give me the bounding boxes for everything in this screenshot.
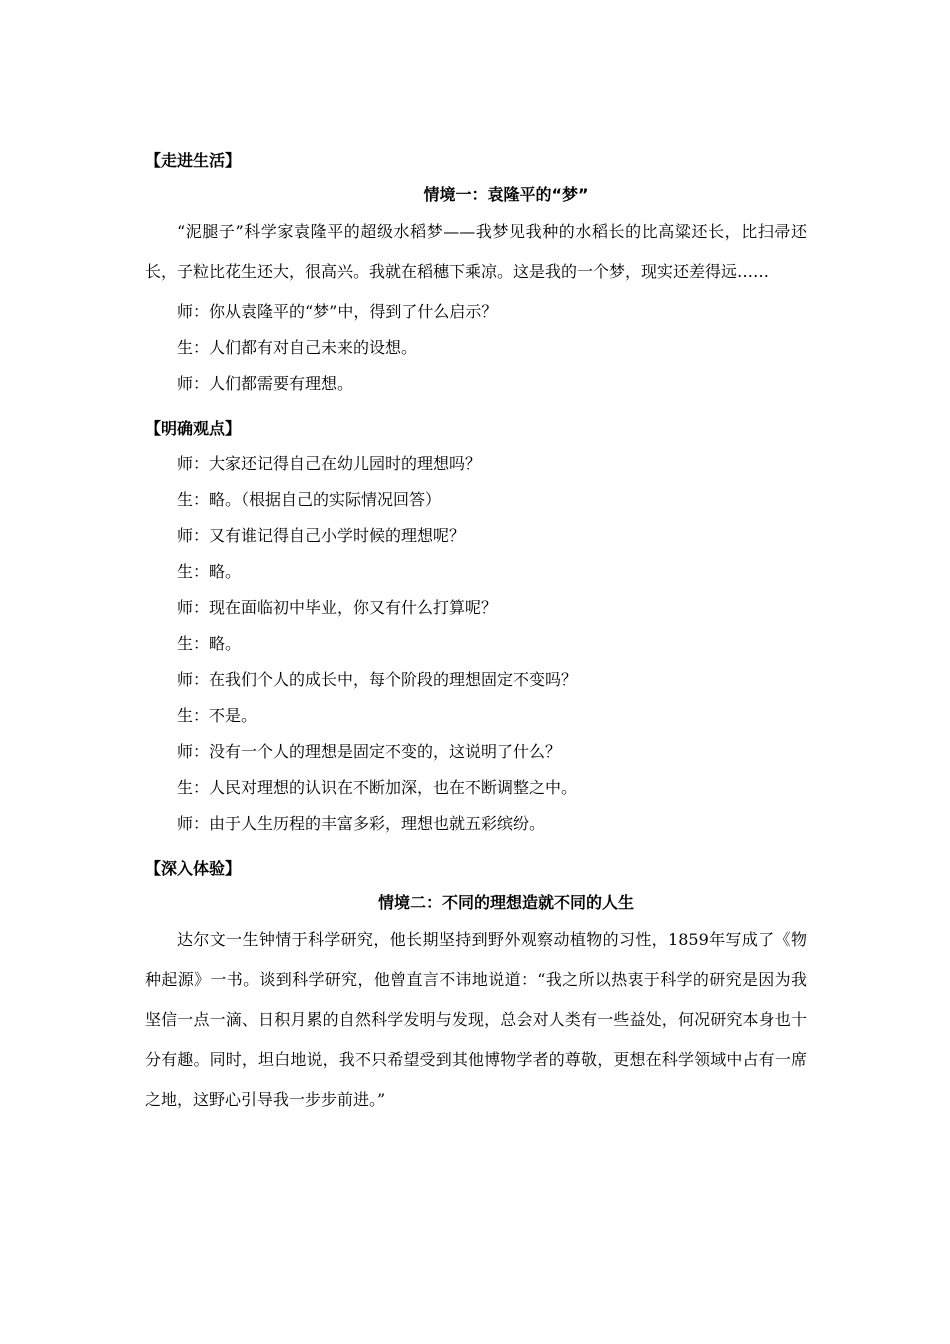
dialogue-line: 生：不是。 (177, 706, 258, 725)
section-heading-life: 【走进生活】 (145, 151, 242, 170)
dialogue-line: 生：略。（根据自己的实际情况回答） (177, 490, 442, 509)
scenario-two-paragraph: 达尔文一生钟情于科学研究，他长期坚持到野外观察动植物的习性，1859年写成了《物种起源》一书。谈到科学研究，他曾直言不讳地说道：“我之所以热衷于科学的研究是因为我坚信一点一滴、日积月累的自然科学发明与发现，总会对人类有一些益处，何况研究本身也十分有趣。同时，坦白地说，我不只希望受到其他博物学者的尊敬，更想在科学领域中占有一席之地，这野心引导我一步步前进。” (145, 930, 807, 1109)
document-page (145, 148, 807, 1120)
dialogue-line: 师：又有谁记得自己小学时候的理想呢？ (177, 526, 466, 545)
dialogue-line: 师：没有一个人的理想是固定不变的，这说明了什么？ (177, 742, 562, 761)
dialogue-line: 生：人民对理想的认识在不断加深，也在不断调整之中。 (177, 778, 578, 797)
dialogue-line: 生：略。 (177, 562, 242, 581)
dialogue-line: 师：大家还记得自己在幼儿园时的理想吗？ (177, 454, 482, 473)
dialogue-line: 生：人们都有对自己未来的设想。 (177, 338, 418, 357)
dialogue-line: 师：现在面临初中毕业，你又有什么打算呢？ (177, 598, 498, 617)
dialogue-line: 师：你从袁隆平的“梦”中，得到了什么启示？ (177, 302, 498, 321)
scenario-one-title: 情境一：袁隆平的“梦” (423, 185, 589, 204)
dialogue-line: 师：人们都需要有理想。 (177, 374, 354, 393)
section-heading-experience: 【深入体验】 (145, 859, 242, 878)
dialogue-line: 师：由于人生历程的丰富多彩，理想也就五彩缤纷。 (177, 814, 546, 833)
scenario-one-paragraph: “泥腿子”科学家袁隆平的超级水稻梦——我梦见我种的水稻长的比高粱还长，比扫帚还长，子粒比花生还大，很高兴。我就在稻穗下乘凉。这是我的一个梦，现实还差得远…… (145, 222, 807, 281)
scenario-two-title: 情境二：不同的理想造就不同的人生 (377, 893, 634, 912)
dialogue-line: 生：略。 (177, 634, 242, 653)
section-heading-viewpoint: 【明确观点】 (145, 419, 242, 438)
dialogue-block-two (145, 446, 807, 842)
dialogue-block-one (145, 294, 807, 402)
dialogue-line: 师：在我们个人的成长中，每个阶段的理想固定不变吗？ (177, 670, 578, 689)
